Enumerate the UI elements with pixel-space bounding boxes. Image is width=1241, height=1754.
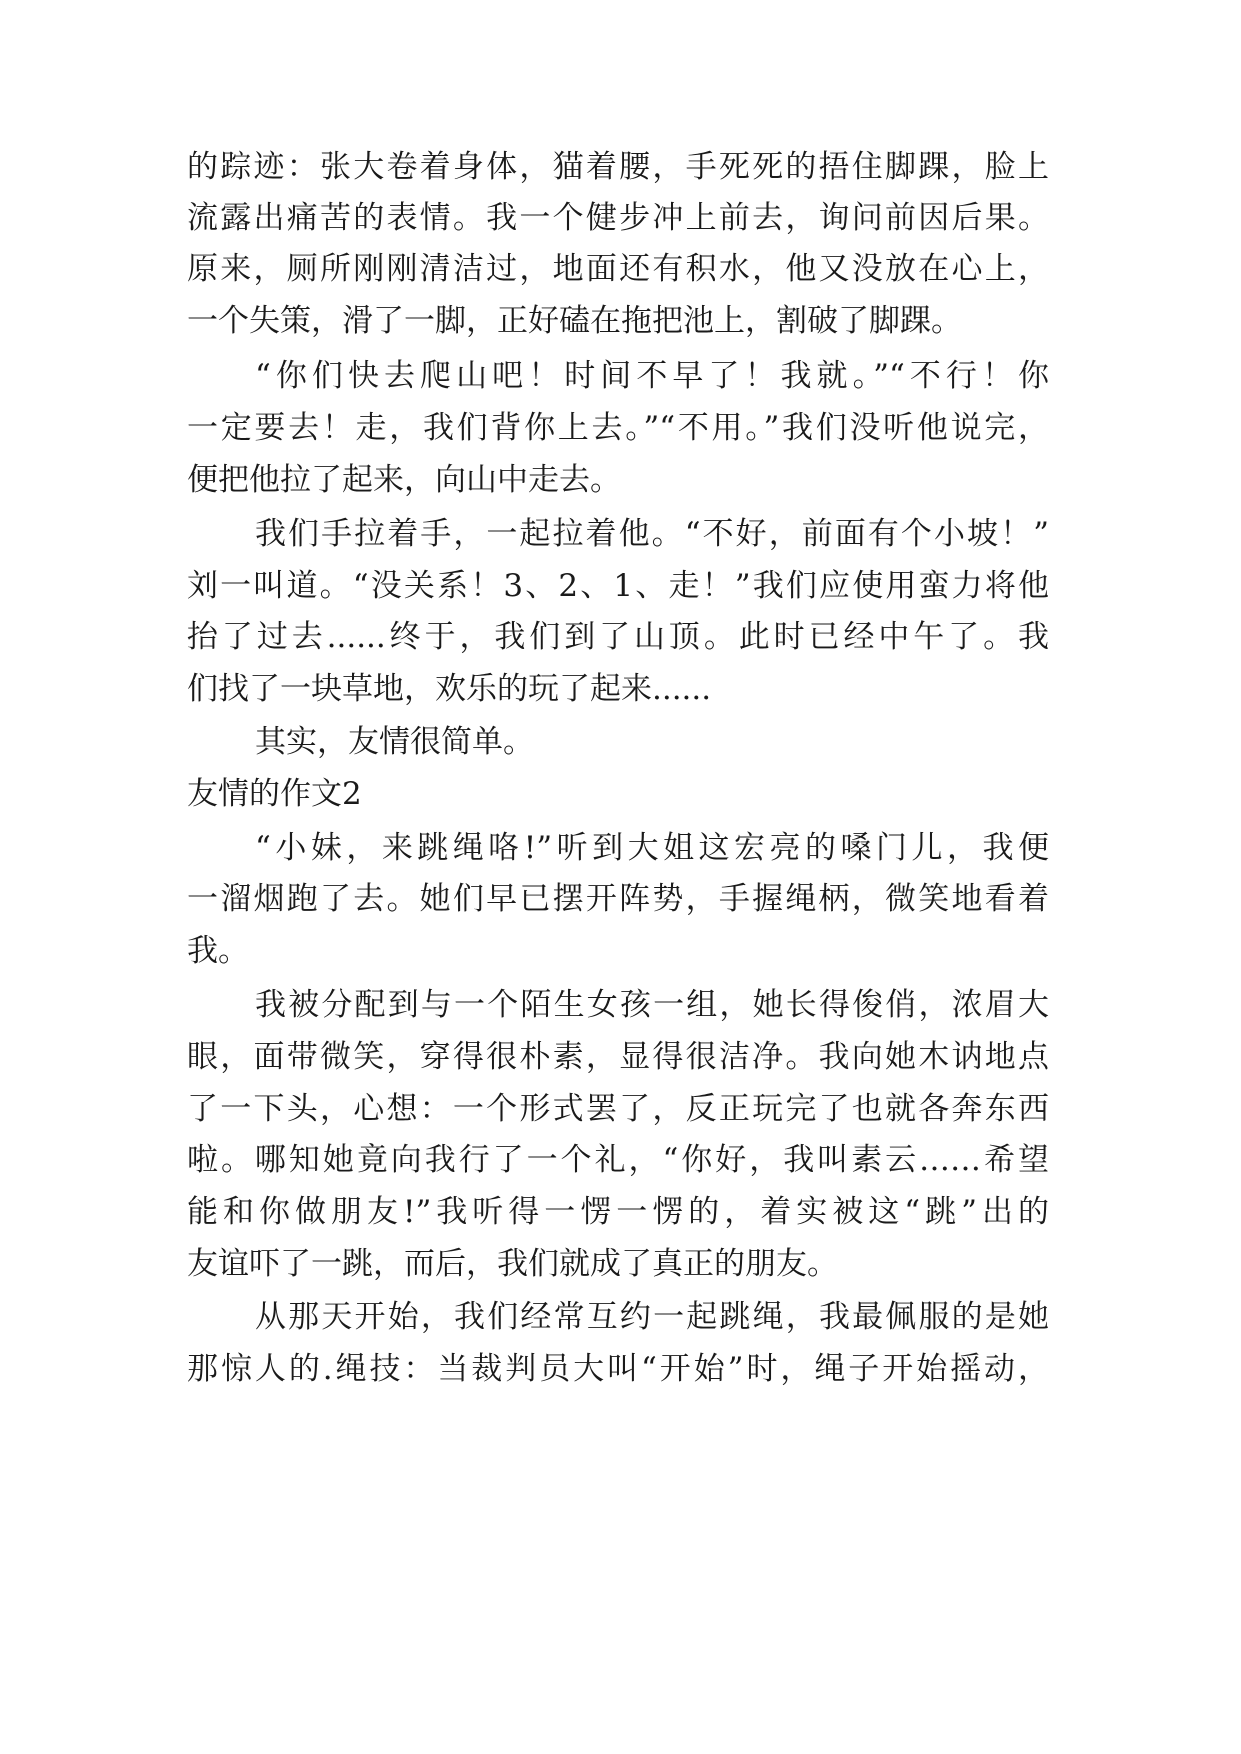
text-line: 一定要去！走，我们背你上去。”“不用。”我们没听他说完，: [187, 410, 1049, 446]
text-line: 友谊吓了一跳，而后，我们就成了真正的朋友。: [187, 1246, 838, 1282]
text-line: 原来，厕所刚刚清洁过，地面还有积水，他又没放在心上，: [187, 251, 1049, 287]
paragraph-first-line: “小妹，来跳绳咯!”听到大姐这宏亮的嗓门儿，我便: [255, 830, 1049, 866]
text-line: 一溜烟跑了去。她们早已摆开阵势，手握绳柄，微笑地看着: [187, 881, 1049, 917]
text-line: 刘一叫道。“没关系！3、2、1、走！”我们应使用蛮力将他: [187, 568, 1049, 604]
text-line: 能和你做朋友!”我听得一愣一愣的，着实被这“跳”出的: [187, 1194, 1049, 1230]
text-line: 啦。哪知她竟向我行了一个礼，“你好，我叫素云……希望: [187, 1142, 1049, 1178]
text-line: 那惊人的.绳技：当裁判员大叫“开始”时，绳子开始摇动，: [187, 1351, 1049, 1387]
paragraph-first-line: 从那天开始，我们经常互约一起跳绳，我最佩服的是她: [255, 1299, 1049, 1335]
text-line: 抬了过去......终于，我们到了山顶。此时已经中午了。我: [187, 619, 1049, 655]
text-line: 一个失策，滑了一脚，正好磕在拖把池上，割破了脚踝。: [187, 303, 962, 339]
section-title: 友情的作文2: [187, 776, 362, 812]
paragraph-first-line: “你们快去爬山吧！时间不早了！我就。”“不行！你: [255, 358, 1049, 394]
paragraph-first-line: 我们手拉着手，一起拉着他。“不好，前面有个小坡！”: [255, 516, 1049, 552]
text-line: 眼，面带微笑，穿得很朴素，显得很洁净。我向她木讷地点: [187, 1039, 1049, 1075]
text-line: 们找了一块草地，欢乐的玩了起来......: [187, 671, 712, 707]
text-line: 了一下头，心想：一个形式罢了，反正玩完了也就各奔东西: [187, 1091, 1049, 1127]
paragraph-first-line: 其实，友情很简单。: [255, 724, 534, 760]
text-line: 流露出痛苦的表情。我一个健步冲上前去，询问前因后果。: [187, 200, 1049, 236]
text-line: 便把他拉了起来，向山中走去。: [187, 462, 621, 498]
text-line: 我。: [187, 933, 249, 969]
paragraph-first-line: 我被分配到与一个陌生女孩一组，她长得俊俏，浓眉大: [255, 987, 1049, 1023]
text-line: 的踪迹：张大卷着身体，猫着腰，手死死的捂住脚踝，脸上: [187, 149, 1049, 185]
